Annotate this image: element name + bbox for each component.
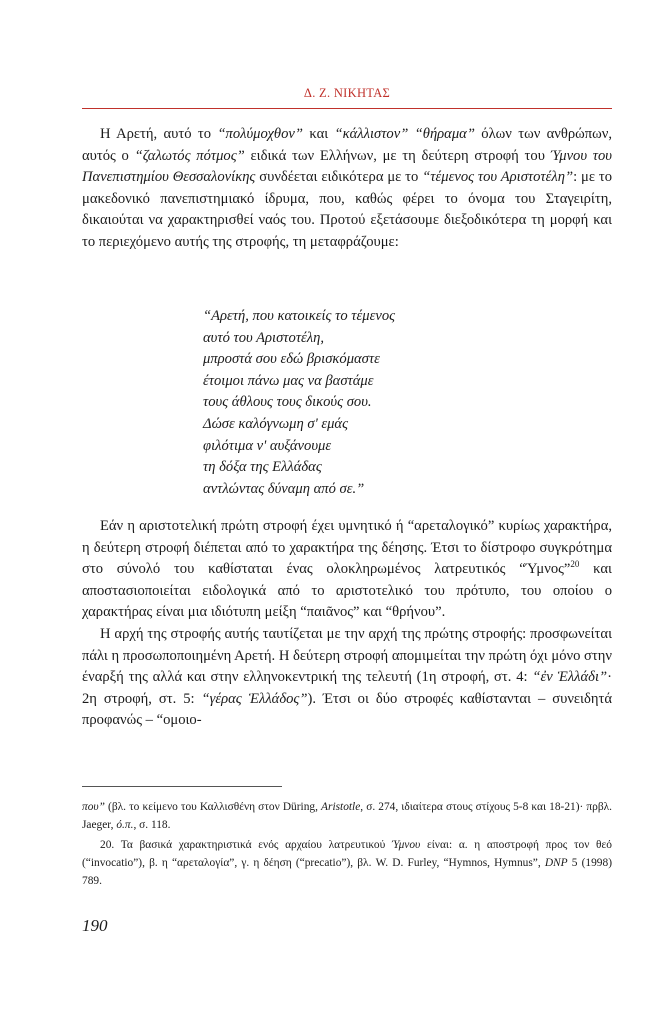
poem-line: αντλώντας δύναμη από σε.” <box>203 480 365 497</box>
paragraph-3: Η αρχή της στροφής αυτής ταυτίζεται με την αρχή της πρώτης στροφής: προσφωνείται πάλι η προσωποποιημένη Αρετή. Η δεύτερη στροφή απομιμείται την πρώτη όχι μόνο στην έναρξή της αλλά και στην ελληνοκεντρική της τελευτή (1η στροφή, στ. 4: “ἐν Ἑλλάδι”· 2η στροφή, στ. 5: “γέρας Ἑλλάδος”). Έτσι οι δύο στροφές καθίστανται – συνειδητά προφανώς – “ομοιο- <box>82 625 612 729</box>
footnote-20: 20. Τα βασικά χαρακτηριστικά ενός αρχαίου λατρευτικού Ύμνου είναι: α. η αποστροφή προς τον θεό (“invocatio”), β. η “αρεταλογία”, γ. η δέηση (“precatio”), βλ. W. D. Furley, “Hymnos, Hymnus”, DNP 5 (1998) 789. <box>82 839 612 887</box>
footnotes <box>82 798 612 890</box>
header-rule <box>82 108 612 109</box>
poem-line: έτοιμοι πάνω μας να βαστάμε <box>203 372 374 389</box>
page-number: 190 <box>82 916 108 935</box>
paragraph-intro <box>82 124 612 253</box>
paragraph-1: Η Αρετή, αυτό το “πολύμοχθον” και “κάλλιστον” “θήραμα” όλων των ανθρώπων, αυτός ο “ζαλωτός πότμος” ειδικά των Ελλήνων, με τη δεύτερη στροφή του Ύμνου του Πανεπιστημίου Θεσσαλονίκης συνδέεται ειδικότερα με το “τέμενος του Αριστοτέλη”: με το μακεδονικό πανεπιστημιακό ίδρυμα, που, καθώς φέρει το όνομα του Σταγειρίτη, δικαιούται να χαρακτηρισθεί ναός του. Προτού εξετάσουμε διεξοδικότερα τη μορφή και το περιεχόμενο αυτής της στροφής, τη μεταφράζουμε: <box>82 126 613 250</box>
poem-line: Δώσε καλόγνωμη σ' εμάς <box>203 415 348 432</box>
poem-line: τη δόξα της Ελλάδας <box>203 459 322 476</box>
poem-line: μπροστά σου εδώ βρισκόμαστε <box>203 351 380 368</box>
body-continuation <box>82 516 612 732</box>
footnote-rule <box>82 786 282 787</box>
poem-line: τους άθλους τους δικούς σου. <box>203 394 372 411</box>
poem-line: “Αρετή, που κατοικείς το τέμενος <box>203 308 396 324</box>
running-header: Δ. Ζ. ΝΙΚΗΤΑΣ <box>303 86 391 100</box>
footnote-continuation: που” (βλ. το κείμενο του Καλλισθένη στον Düring, Aristotle, σ. 274, ιδιαίτερα στους στίχους 5-8 και 18-21)· πρβλ. Jaeger, ό.π., σ. 118. <box>82 801 612 831</box>
footnote-ref-20: 20 <box>570 559 580 570</box>
poem-line: φιλότιμα ν' αυξάνουμε <box>203 437 332 454</box>
poem-line: αυτό του Αριστοτέλη, <box>203 329 325 346</box>
paragraph-2: Εάν η αριστοτελική πρώτη στροφή έχει υμνητικό ή “αρεταλογικό” κυρίως χαρακτήρα, η δεύτερη στροφή διέπεται από το χαρακτήρα της δέησης. Έτσι το δίστροφο συγκρότημα στο σύνολό του καθίσταται ένας ολοκληρωμένος λατρευτικός “Ύμνος”$^{20}$ και αποστασιοποιείται ειδολογικά από το αριστοτελικό του πρότυπο, του οποίου ο χαρακτήρας είναι μια ιδιότυπη μείξη “παιᾶνος” και “θρήνου”. <box>82 518 612 621</box>
poem-translation <box>203 306 563 500</box>
